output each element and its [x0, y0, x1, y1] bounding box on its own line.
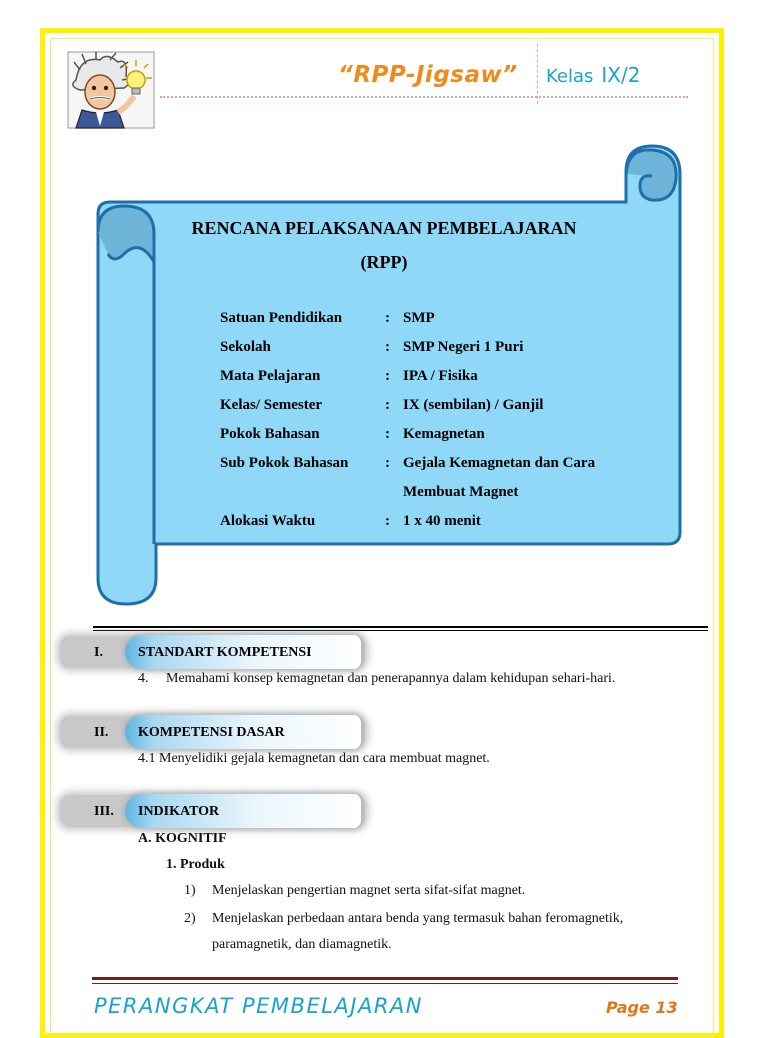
section-divider — [93, 626, 708, 628]
identity-label: Alokasi Waktu — [220, 513, 316, 529]
identity-colon: : — [385, 455, 390, 471]
section-2-heading: KOMPETENSI DASAR — [138, 725, 285, 740]
rpp-title-line2: (RPP) — [360, 252, 408, 272]
footer-rule-thin — [92, 983, 678, 984]
identity-value: IX (sembilan) / Ganjil — [403, 397, 544, 413]
identity-row — [220, 362, 653, 391]
header-class — [546, 63, 640, 87]
identity-table — [220, 304, 653, 536]
identity-colon: : — [385, 397, 390, 413]
identity-colon: : — [385, 339, 390, 355]
subheading-kognitif: A. KOGNITIF — [138, 831, 227, 846]
identity-row — [220, 333, 653, 362]
rpp-title-line1: RENCANA PELAKSANAAN PEMBELAJARAN — [191, 218, 577, 238]
section-1-heading: STANDART KOMPETENSI — [138, 645, 312, 660]
identity-label: Sekolah — [220, 339, 271, 355]
header-title: “RPP-Jigsaw” — [338, 62, 518, 88]
section-3-number: III. — [94, 804, 114, 819]
header-class-label: Kelas — [546, 66, 594, 87]
identity-label: Kelas/ Semester — [220, 397, 323, 413]
indicator-text: Menjelaskan pengertian magnet serta sifat-sifat magnet. — [212, 883, 526, 898]
identity-row — [220, 507, 653, 536]
identity-row — [220, 449, 653, 478]
section-divider-thin — [93, 630, 708, 631]
identity-label: Sub Pokok Bahasan — [220, 455, 349, 471]
footer-title: PERANGKAT PEMBELAJARAN — [94, 994, 423, 1018]
identity-colon: : — [385, 426, 390, 442]
identity-row — [220, 420, 653, 449]
header-class-value: IX/2 — [601, 63, 641, 87]
indicator-text: Menjelaskan perbedaan antara benda yang termasuk bahan feromagnetik, — [212, 911, 624, 926]
identity-value: Gejala Kemagnetan dan Cara — [403, 455, 596, 471]
header-separator — [537, 44, 538, 104]
identity-label: Mata Pelajaran — [220, 368, 321, 384]
identity-value: SMP — [403, 310, 435, 326]
identity-value: SMP Negeri 1 Puri — [403, 339, 524, 355]
identity-label: Pokok Bahasan — [220, 426, 320, 442]
identity-row — [220, 478, 653, 507]
section-2-number: II. — [94, 725, 109, 740]
einstein-lightbulb-icon — [66, 50, 156, 130]
identity-row — [220, 304, 653, 333]
identity-colon: : — [385, 368, 390, 384]
identity-row — [220, 391, 653, 420]
section-3-heading: INDIKATOR — [138, 804, 220, 819]
identity-value: IPA / Fisika — [403, 368, 478, 384]
page-number: Page 13 — [606, 998, 678, 1017]
section-1-item-text: Memahami konsep kemagnetan dan penerapannya dalam kehidupan sehari-hari. — [166, 671, 616, 686]
subheading-produk: 1. Produk — [166, 857, 225, 872]
identity-label: Satuan Pendidikan — [220, 310, 343, 326]
identity-colon: : — [385, 310, 390, 326]
section-1-number: I. — [94, 645, 103, 660]
section-1-item-number: 4. — [138, 671, 149, 686]
identity-value: 1 x 40 menit — [403, 513, 481, 529]
section-2-item-text: 4.1 Menyelidiki gejala kemagnetan dan cara membuat magnet. — [138, 751, 490, 766]
rpp-title — [150, 211, 618, 279]
footer-rule-thick — [92, 977, 678, 980]
identity-value: Membuat Magnet — [403, 484, 519, 500]
identity-value: Kemagnetan — [403, 426, 485, 442]
indicator-number: 1) — [184, 883, 196, 898]
identity-colon: : — [385, 513, 390, 529]
indicator-number: 2) — [184, 911, 196, 926]
header-dotted-rule — [160, 96, 688, 106]
indicator-text-continued: paramagnetik, dan diamagnetik. — [212, 937, 392, 952]
